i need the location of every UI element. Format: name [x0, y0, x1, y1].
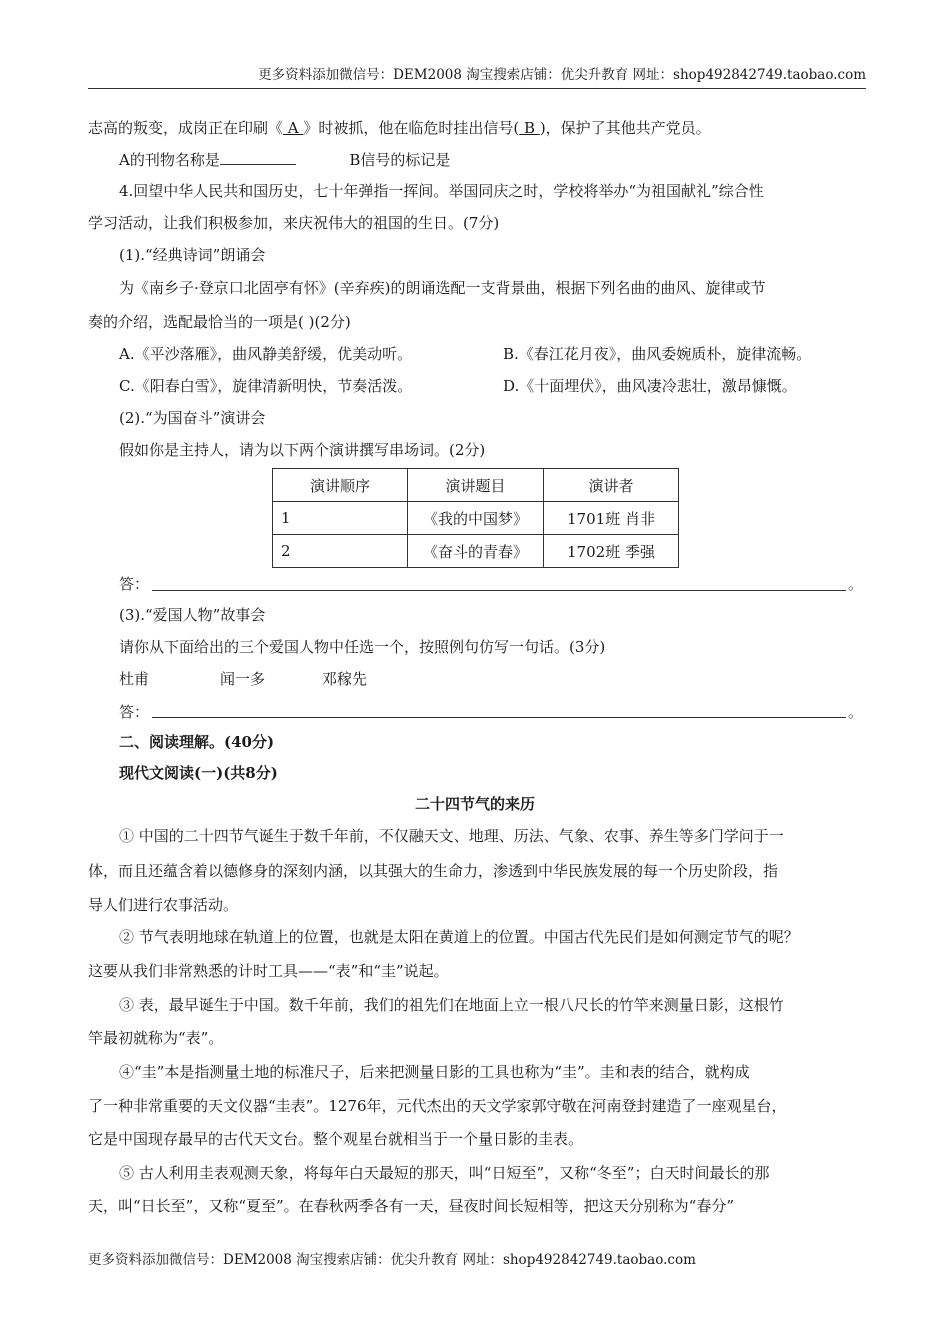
q3-line1-c: )，保护了其他共产党员。 — [539, 119, 711, 137]
page-footer: 更多资料添加微信号：DEM2008 淘宝搜索店铺：优尖升教育 网址：shop492842749.taobao.com — [88, 1252, 696, 1268]
q3-line1 — [88, 118, 711, 138]
q4-intro-line2: 学习活动，让我们积极参加，来庆祝伟大的祖国的生日。(7分) — [88, 214, 500, 232]
q4-part1-question-line1: 为《南乡子·登京口北固亭有怀》(辛弃疾)的朗诵选配一支背景曲，根据下列名曲的曲风、旋律或节 — [119, 279, 766, 297]
q4-option-a: A.《平沙落雁》，曲风静美舒缓，优美动听。 — [119, 345, 413, 363]
q4-part1-title: (1).“经典诗词”朗诵会 — [119, 246, 266, 264]
para2-line2: 这要从我们非常熟悉的计时工具——“表”和“圭”说起。 — [88, 962, 449, 980]
q4-part3-question: 请你从下面给出的三个爱国人物中任选一个，按照例句仿写一句话。(3分) — [119, 638, 606, 656]
q3-line2-b: B信号的标记是 — [349, 151, 451, 169]
para5-line1: ⑤ 古人利用圭表观测天象，将每年白天最短的那天，叫“日短至”，又称“冬至”；白天时间最长的那 — [119, 1164, 770, 1182]
q3-line1-b: 》时被抓，他在临危时挂出信号( — [303, 119, 520, 137]
table-cell: 2 — [273, 535, 408, 568]
q3-mark-b: B — [519, 119, 540, 137]
q3-mark-a: A — [283, 119, 304, 137]
table-cell: 《我的中国梦》 — [408, 502, 544, 535]
para5-line2: 天，叫“日长至”，又称“夏至”。在春秋两季各有一天，昼夜时间长短相等，把这天分别称为“春分” — [88, 1197, 735, 1215]
section-subtitle: 现代文阅读(一)(共8分) — [119, 764, 278, 782]
para3-line2: 竿最初就称为“表”。 — [88, 1029, 224, 1047]
q4-part3-title: (3).“爱国人物”故事会 — [119, 606, 266, 624]
page-header: 更多资料添加微信号：DEM2008 淘宝搜索店铺：优尖升教育 网址：shop492842749.taobao.com — [88, 62, 866, 89]
table-header-cell: 演讲题目 — [408, 469, 544, 502]
q4-part1-question-line2: 奏的介绍，选配最恰当的一项是( )(2分) — [88, 313, 351, 331]
para3-line1: ③ 表，最早诞生于中国。数千年前，我们的祖先们在地面上立一根八尺长的竹竿来测量日影，这根竹 — [119, 996, 784, 1014]
q4-option-c: C.《阳春白雪》，旋律清新明快，节奏活泼。 — [119, 377, 413, 395]
q3-line2-a: A的刊物名称是 — [119, 151, 220, 169]
person-dufu: 杜甫 — [119, 670, 150, 688]
q4-part2-question: 假如你是主持人，请为以下两个演讲撰写串场词。(2分) — [119, 441, 486, 459]
q4-intro-line1: 4.回望中华人民共和国历史，七十年弹指一挥间。举国同庆之时，学校将举办“为祖国献礼”综合性 — [119, 182, 764, 200]
para1-line1: ① 中国的二十四节气诞生于数千年前，不仅融天文、地理、历法、气象、农事、养生等多门学问于一 — [119, 827, 784, 845]
answer-label: 答： — [119, 703, 150, 721]
para4-line3: 它是中国现存最早的古代天文台。整个观星台就相当于一个量日影的圭表。 — [88, 1130, 584, 1148]
q4-option-d: D.《十面埋伏》，曲风凄冷悲壮，激昂慷慨。 — [503, 377, 797, 395]
table-cell: 1 — [273, 502, 408, 535]
para2-line1: ② 节气表明地球在轨道上的位置，也就是太阳在黄道上的位置。中国古代先民们是如何测定节气的呢？ — [119, 928, 799, 946]
answer-end: 。 — [848, 575, 864, 593]
article-title: 二十四节气的来历 — [414, 795, 535, 813]
q3-line2 — [119, 149, 450, 170]
person-wenyiduo: 闻一多 — [220, 670, 266, 688]
para4-line2: 了一种非常重要的天文仪器“圭表”。1276年，元代杰出的天文学家郭守敬在河南登封建造了一座观星台， — [88, 1097, 787, 1115]
answer-line[interactable] — [152, 590, 846, 591]
table-header-cell: 演讲顺序 — [273, 469, 408, 502]
table-cell: 1701班 肖非 — [544, 502, 679, 535]
table-header-row — [273, 469, 679, 502]
answer-end: 。 — [848, 703, 864, 721]
q4-option-b: B.《春江花月夜》，曲风委婉质朴，旋律流畅。 — [503, 345, 812, 363]
para1-line2: 体，而且还蕴含着以德修身的深刻内涵，以其强大的生命力，渗透到中华民族发展的每一个历史阶段，指 — [88, 862, 779, 880]
answer-label: 答： — [119, 575, 150, 593]
q3-blank-a[interactable] — [220, 149, 296, 165]
q4-part2-title: (2).“为国奋斗”演讲会 — [119, 409, 266, 427]
para1-line3: 导人们进行农事活动。 — [88, 896, 239, 914]
section-title: 二、阅读理解。(40分) — [119, 733, 275, 751]
answer-line[interactable] — [152, 717, 846, 718]
table-cell: 《奋斗的青春》 — [408, 535, 544, 568]
para4-line1: ④“圭”本是指测量土地的标准尺子，后来把测量日影的工具也称为“圭”。圭和表的结合，就构成 — [119, 1063, 750, 1081]
speech-table — [272, 468, 679, 568]
table-row — [273, 502, 679, 535]
q3-line1-a: 志高的叛变，成岗正在印刷《 — [88, 119, 284, 137]
table-row — [273, 535, 679, 568]
person-dengjiaxian: 邓稼先 — [322, 670, 368, 688]
table-cell: 1702班 季强 — [544, 535, 679, 568]
table-header-cell: 演讲者 — [544, 469, 679, 502]
